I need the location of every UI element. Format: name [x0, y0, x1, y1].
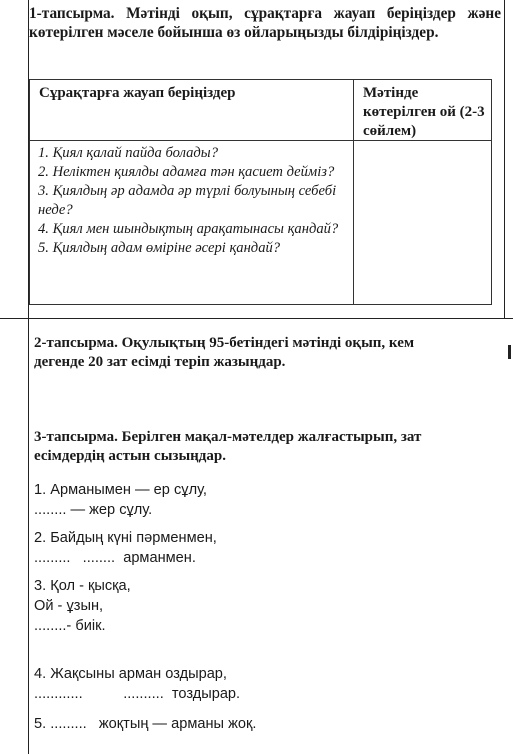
question-item: 4. Қиял мен шындықтың арақатынасы қандай? [38, 221, 339, 237]
table-header-questions: Сұрақтарға жауап беріңіздер [39, 85, 236, 101]
proverb-line: ........- биік. [34, 618, 106, 634]
proverb-item [34, 714, 256, 734]
proverb-item [34, 528, 217, 568]
section-divider [0, 318, 513, 319]
questions-table [29, 79, 492, 305]
proverb-line: ........ — жер сұлу. [34, 502, 153, 518]
question-item: 5. Қиялдың адам өміріне әсері қандай? [38, 240, 281, 256]
table-column-divider [353, 80, 354, 304]
proverb-line: ............ .......... тоздырар. [34, 686, 241, 702]
right-border-top [504, 0, 505, 318]
proverb-line: Ой - ұзын, [34, 598, 104, 614]
proverb-line: 2. Байдың күні пәрменмен, [34, 530, 217, 546]
proverb-line: 5. ......... жоқтың — арманы жоқ. [34, 716, 257, 732]
proverb-item [34, 576, 131, 636]
task1-instruction: 1-тапсырма. Мәтінді оқып, сұрақтарға жауап беріңіздер және көтерілген мәселе бойынша өз ойларыңызды білдіріңіздер. [29, 5, 501, 41]
proverb-line: ......... ........ арманмен. [34, 550, 196, 566]
proverb-line: 1. Арманымен — ер сұлу, [34, 482, 207, 498]
proverb-item [34, 664, 240, 704]
proverb-item [34, 480, 207, 520]
edge-mark [508, 345, 511, 359]
task2-instruction: 2-тапсырма. Оқулықтың 95-бетіндегі мәтінді оқып, кем дегенде 20 зат есімді теріп жазыңдар. [34, 335, 415, 370]
proverb-line: 4. Жақсыны арман оздырар, [34, 666, 227, 682]
question-list [38, 144, 348, 258]
question-item: 3. Қиялдың әр адамда әр түрлі болуының себебі неде? [38, 183, 337, 218]
question-item: 1. Қиял қалай пайда болады? [38, 145, 218, 161]
table-header-idea: Мәтінде көтерілген ой (2-3 сөйлем) [363, 85, 485, 139]
task3-instruction: 3-тапсырма. Берілген мақал-мәтелдер жалғастырып, зат есімдердің астын сызыңдар. [34, 429, 422, 464]
question-item: 2. Неліктен қиялды адамға тән қасиет дейміз? [38, 164, 335, 180]
proverb-line: 3. Қол - қысқа, [34, 578, 131, 594]
